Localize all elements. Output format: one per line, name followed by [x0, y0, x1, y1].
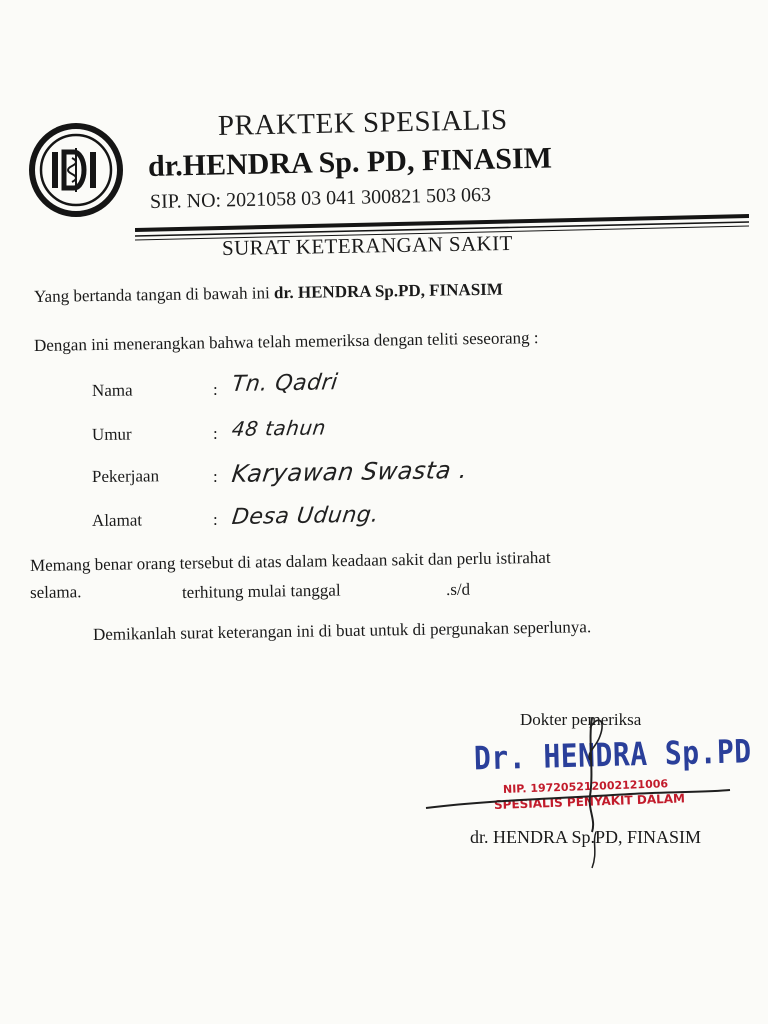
stamp-specialty: SPESIALIS PENYAKIT DALAM: [493, 791, 686, 812]
signature-heading: Dokter pemeriksa: [520, 710, 642, 729]
field-value-pekerjaan: Karyawan Swasta .: [230, 455, 470, 489]
idi-logo: [28, 122, 124, 218]
document-title: SURAT KETERANGAN SAKIT: [221, 230, 513, 260]
condition-line: Memang benar orang tersebut di atas dalam keadaan sakit dan perlu istirahat: [29, 547, 551, 575]
svg-text:IDI: IDI: [76, 212, 78, 213]
field-value-nama: Tn. Qadri: [230, 370, 340, 398]
field-colon-alamat: :: [213, 510, 218, 529]
field-colon-pekerjaan: :: [213, 467, 218, 486]
field-colon-nama: :: [213, 380, 218, 399]
field-colon-umur: :: [213, 424, 218, 443]
field-label-nama: Nama: [91, 380, 133, 400]
intro-prefix: Yang bertanda tangan di bawah ini: [33, 283, 270, 306]
field-value-alamat: Desa Udung.: [230, 502, 381, 531]
stamp-doctor-name: Dr. HENDRA Sp.PD: [473, 732, 753, 778]
condition-sd: .s/d: [445, 579, 471, 599]
header-title: PRAKTEK SPESIALIS: [217, 103, 508, 142]
stamp-nip: NIP. 197205212002121006: [502, 777, 669, 796]
header-doctor-name: dr.HENDRA Sp. PD, FINASIM: [147, 141, 553, 183]
statement-line: Dengan ini menerangkan bahwa telah memeriksa dengan teliti seseorang :: [33, 328, 539, 355]
condition-selama: selama.: [29, 582, 82, 602]
field-label-umur: Umur: [91, 424, 132, 444]
intro-doctor-name: dr. HENDRA Sp.PD, FINASIM: [273, 279, 504, 303]
condition-terhitung: terhitung mulai tanggal: [181, 580, 341, 602]
header-sip-number: SIP. NO: 2021058 03 041 300821 503 063: [149, 183, 492, 213]
field-label-pekerjaan: Pekerjaan: [91, 466, 160, 486]
intro-line: [34, 280, 503, 307]
field-value-umur: 48 tahun: [230, 415, 328, 442]
signer-name: dr. HENDRA Sp.PD, FINASIM: [470, 827, 702, 847]
closing-line: Demikanlah surat keterangan ini di buat untuk di pergunakan seperlunya.: [92, 617, 592, 644]
field-label-alamat: Alamat: [91, 510, 143, 530]
